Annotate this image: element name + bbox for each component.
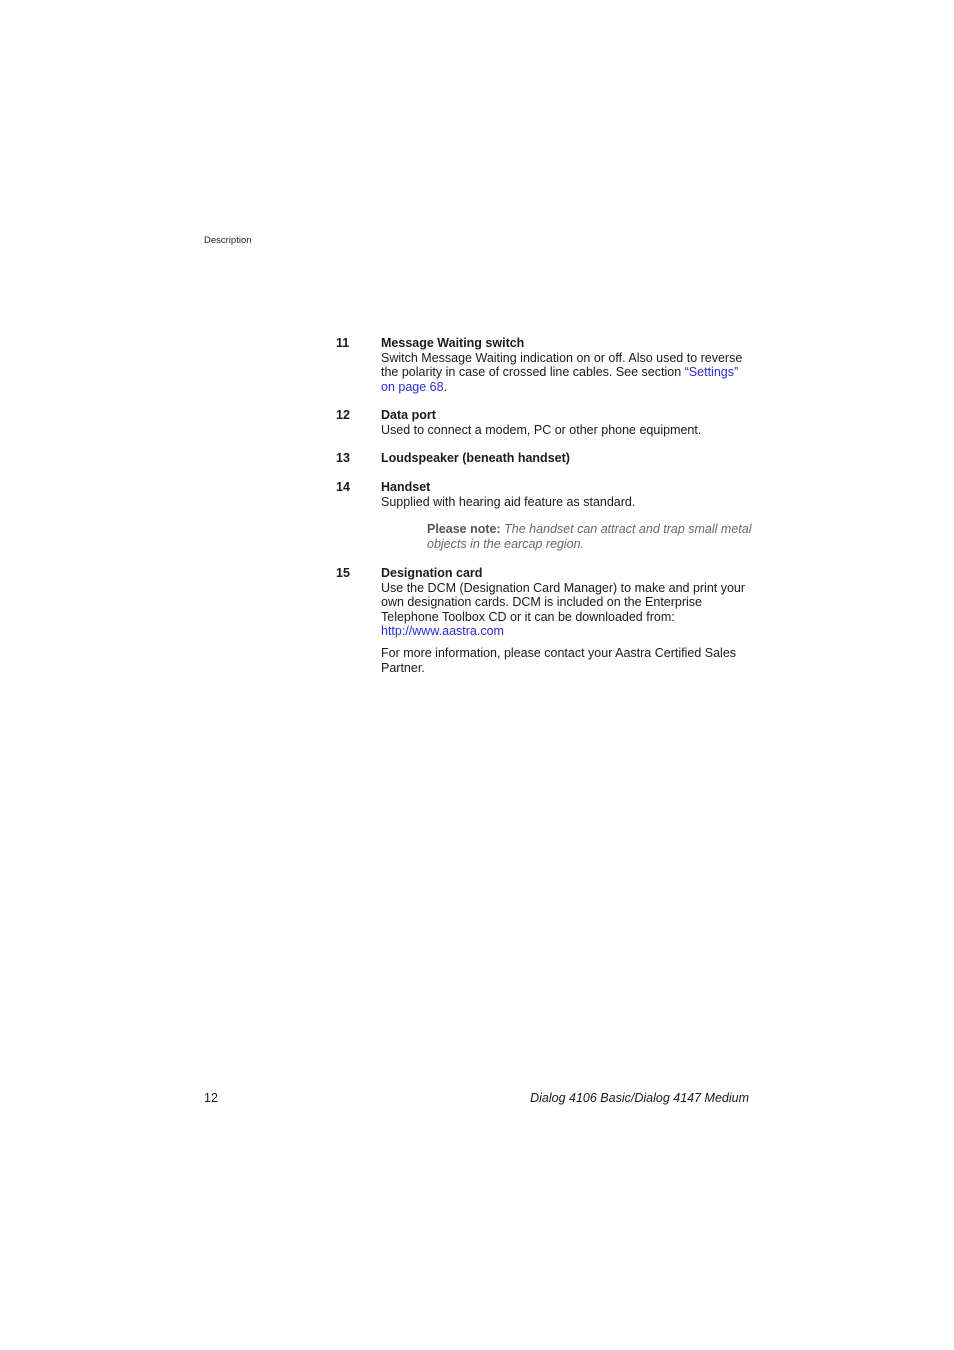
item-text — [381, 351, 751, 395]
item-title: Data port — [381, 408, 436, 422]
document-title: Dialog 4106 Basic/Dialog 4147 Medium — [530, 1091, 749, 1105]
item-title: Message Waiting switch — [381, 336, 525, 350]
item-body — [381, 451, 751, 466]
item-text: Supplied with hearing aid feature as standard. — [381, 494, 636, 509]
note-text: The handset can attract and trap small metal objects in the earcap region. — [427, 522, 752, 551]
item-text-before: Switch Message Waiting indication on or off. Also used to reverse the polarity in case of crossed line cables. See section — [381, 350, 743, 379]
item-title: Designation card — [381, 566, 483, 580]
item-number: 12 — [336, 408, 350, 422]
item-text-after: . — [443, 379, 448, 394]
item-title: Handset — [381, 480, 431, 494]
note-label: Please note: — [427, 522, 501, 536]
item-text: Use the DCM (Designation Card Manager) to make and print your own designation cards. DCM is included on the Enterprise Telephone Toolbox CD or it can be downloaded from: — [381, 580, 746, 624]
page-number: 12 — [204, 1091, 218, 1105]
item-body — [381, 566, 751, 639]
item-number: 11 — [336, 336, 350, 350]
running-header: Description — [204, 235, 252, 246]
item-number: 13 — [336, 451, 350, 465]
item-number: 14 — [336, 480, 350, 494]
closing-paragraph: For more information, please contact your Aastra Certified Sales Partner. — [381, 646, 737, 675]
aastra-link[interactable]: http://www.aastra.com — [381, 624, 504, 638]
item-title: Loudspeaker (beneath handset) — [381, 451, 570, 465]
item-body — [381, 408, 751, 437]
settings-link[interactable]: “Settings” on page 68 — [381, 365, 739, 394]
item-number: 15 — [336, 566, 350, 580]
note — [427, 522, 757, 552]
item-body — [381, 336, 751, 394]
item-body — [381, 480, 751, 509]
item-text: Used to connect a modem, PC or other phone equipment. — [381, 422, 702, 437]
